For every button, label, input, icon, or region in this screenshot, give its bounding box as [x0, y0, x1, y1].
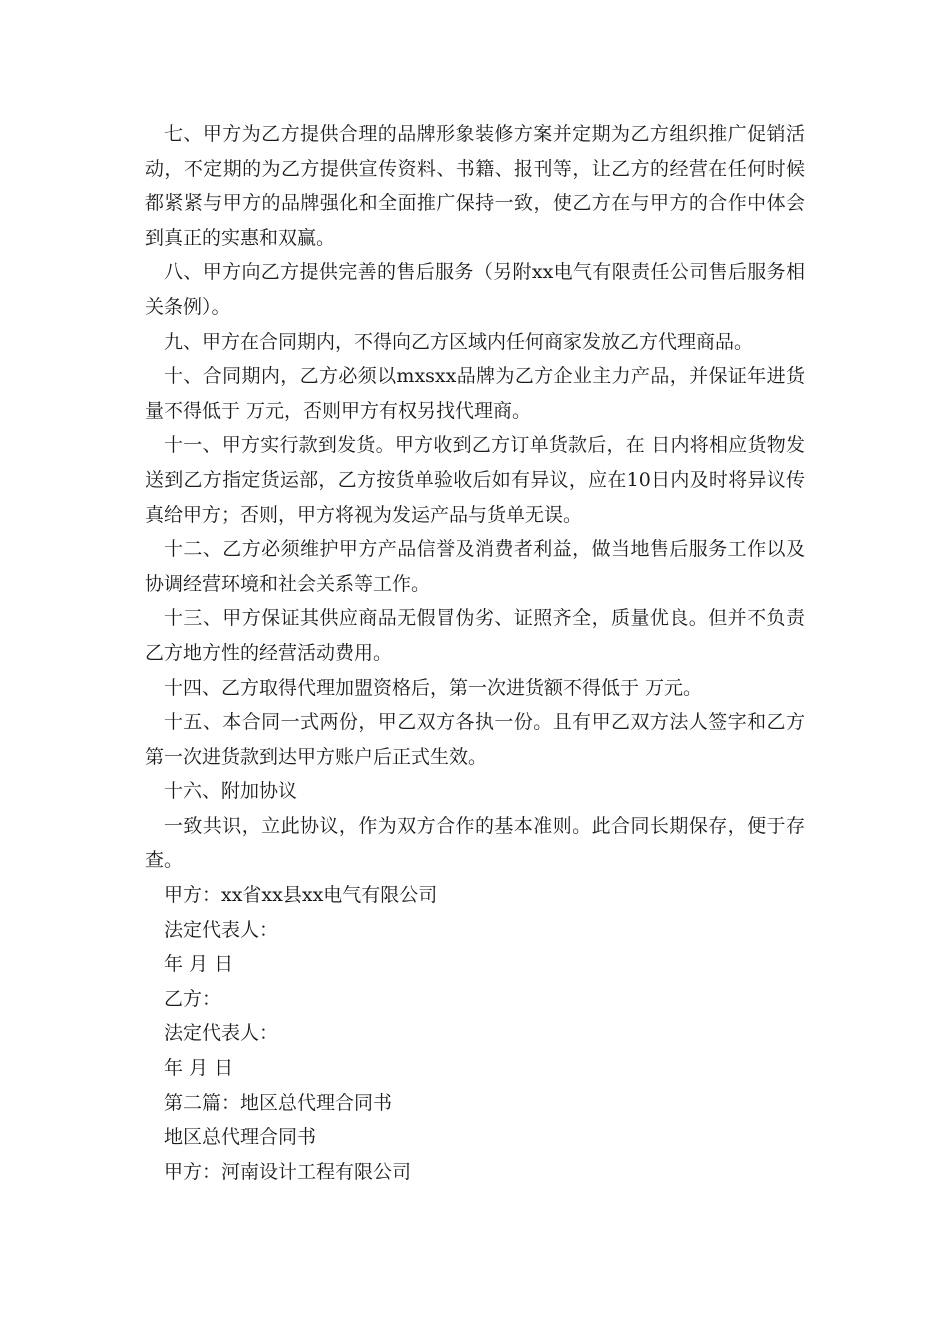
party-a-representative: 法定代表人：	[164, 918, 279, 941]
clause-9: 九、甲方在合同期内，不得向乙方区域内任何商家发放乙方代理商品。	[164, 330, 754, 353]
second-party-a-name: 甲方：河南设计工程有限公司	[164, 1160, 412, 1183]
party-b-name: 乙方：	[164, 987, 222, 1010]
clause-15: 十五、本合同一式两份，甲乙双方各执一份。且有甲乙双方法人签字和乙方第一次进货款到达甲方账户后正式生效。	[145, 711, 805, 768]
clause-7: 七、甲方为乙方提供合理的品牌形象装修方案并定期为乙方组织推广促销活动，不定期的为乙方提供宣传资料、书籍、报刊等，让乙方的经营在任何时候都紧紧与甲方的品牌强化和全面推广保持一致，使乙方在与甲方的合作中体会到真正的实惠和双赢。	[145, 123, 805, 249]
clause-11: 十一、甲方实行款到发货。甲方收到乙方订单货款后，在 日内将相应货物发送到乙方指定货运部，乙方按货单验收后如有异议，应在10日内及时将异议传真给甲方；否则，甲方将视为发运产品与货单无误。	[145, 434, 805, 526]
clause-13: 十三、甲方保证其供应商品无假冒伪劣、证照齐全，质量优良。但并不负责乙方地方性的经营活动费用。	[145, 607, 805, 664]
section-heading: 第二篇：地区总代理合同书	[164, 1091, 393, 1114]
party-b-representative: 法定代表人：	[164, 1022, 279, 1045]
party-a-name: 甲方：xx省xx县xx电气有限公司	[164, 884, 438, 907]
clause-16: 十六、附加协议	[164, 780, 298, 803]
closing-statement: 一致共识，立此协议，作为双方合作的基本准则。此合同长期保存，便于存查。	[145, 814, 805, 872]
party-a-date: 年 月 日	[164, 953, 234, 976]
contract-title: 地区总代理合同书	[164, 1126, 317, 1149]
clause-12: 十二、乙方必须维护甲方产品信誉及消费者利益，做当地售后服务工作以及协调经营环境和社会关系等工作。	[145, 538, 805, 595]
clause-14: 十四、乙方取得代理加盟资格后，第一次进货额不得低于 万元。	[164, 676, 703, 699]
party-b-date: 年 月 日	[164, 1057, 234, 1080]
clause-8: 八、甲方向乙方提供完善的售后服务（另附xx电气有限责任公司售后服务相关条例）。	[145, 261, 805, 318]
clause-10: 十、合同期内，乙方必须以mxsxx品牌为乙方企业主力产品，并保证年进货量不得低于 万元，否则甲方有权另找代理商。	[145, 365, 805, 422]
document-body	[145, 117, 805, 1189]
